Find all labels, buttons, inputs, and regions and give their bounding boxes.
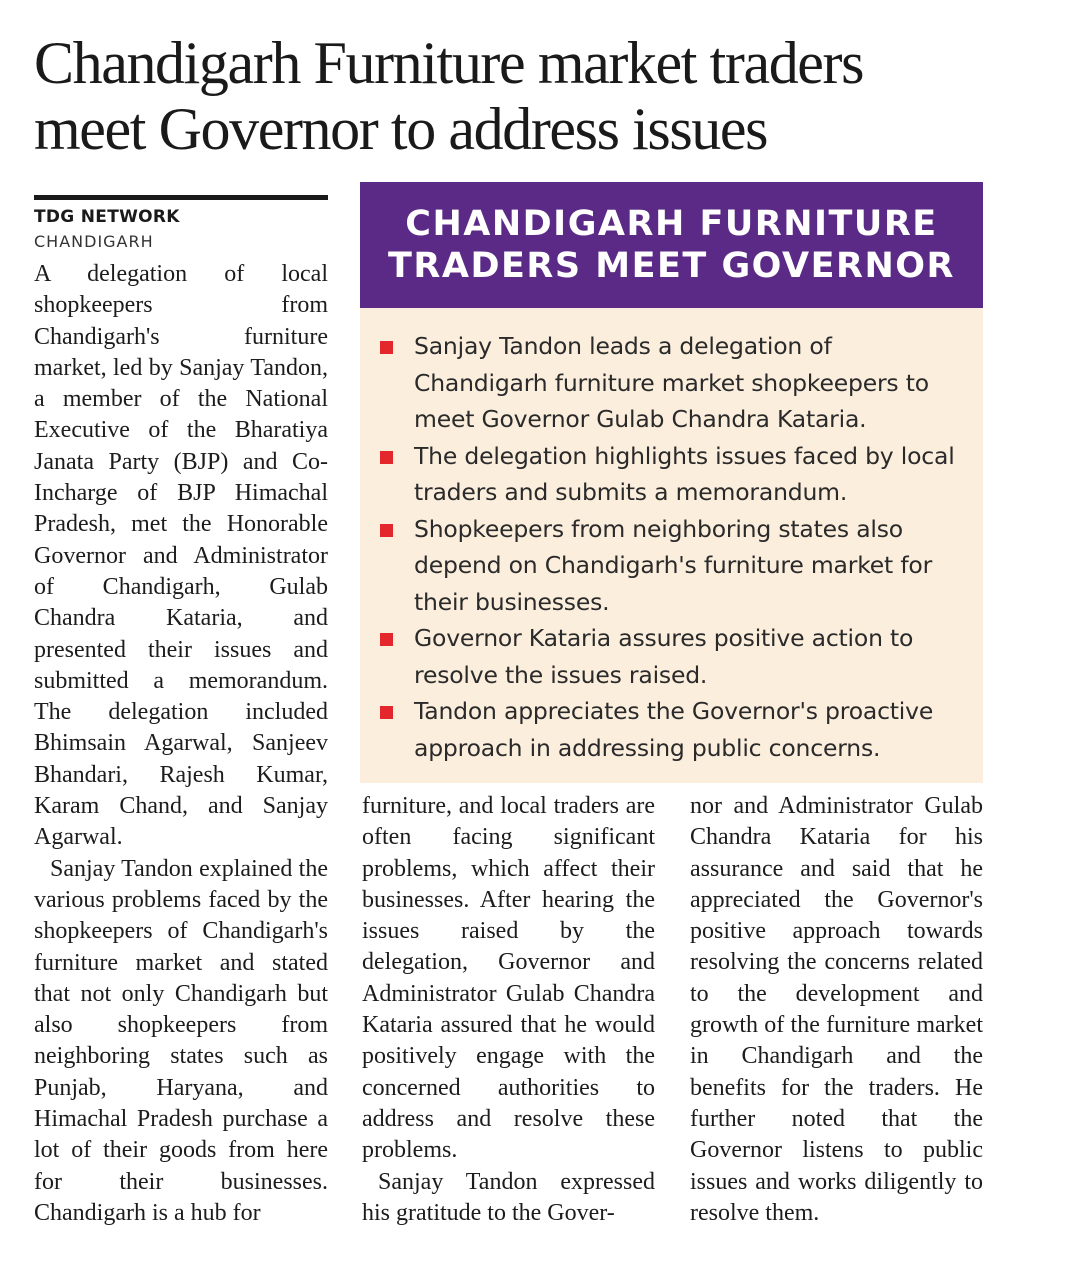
highlight-bullet-item (380, 438, 967, 511)
headline-line-2: meet Governor to address issues (34, 96, 768, 162)
red-square-bullet-icon (380, 706, 393, 719)
article-column-1 (34, 259, 328, 1229)
highlight-bullet-text: The delegation highlights issues faced by local traders and submits a memorandum. (414, 441, 955, 506)
highlight-bullet-item (380, 511, 967, 621)
red-square-bullet-icon (380, 633, 393, 646)
highlight-title-line-1: CHANDIGARH FURNITURE (405, 204, 938, 244)
article-column-3 (690, 791, 983, 1229)
highlight-bullet-text: Shopkeepers from neighboring states also depend on Chandigarh's furniture market for their businesses. (414, 514, 933, 616)
article-paragraph: Sanjay Tandon expressed his gratitude to the Gover- (362, 1168, 655, 1226)
highlight-bullet-item (380, 328, 967, 438)
byline-rule (34, 195, 328, 200)
highlight-bullet-item (380, 620, 967, 693)
headline (34, 30, 1054, 162)
article-column-2 (362, 791, 655, 1229)
highlight-title-line-2: TRADERS MEET GOVERNOR (388, 246, 955, 286)
article-paragraph: nor and Administrator Gulab Chandra Kataria for his assurance and said that he appreciated the Governor's positive approach towards resolving the concerns related to the development and growth of the furniture market in Chandigarh and the benefits for the traders. He further noted that the Governor listens to public issues and works diligently to resolve them. (690, 793, 983, 1226)
highlight-bullet-text: Sanjay Tandon leads a delegation of Chandigarh furniture market shopkeepers to meet Governor Gulab Chandra Kataria. (414, 332, 929, 433)
red-square-bullet-icon (380, 451, 393, 464)
red-square-bullet-icon (380, 341, 393, 354)
highlight-bullet-item (380, 693, 967, 766)
red-square-bullet-icon (380, 524, 393, 537)
highlight-bullet-text: Governor Kataria assures positive action to resolve the issues raised. (414, 624, 914, 689)
headline-line-1: Chandigarh Furniture market traders (34, 30, 864, 96)
article-paragraph: Sanjay Tandon explained the various problems faced by the shopkeepers of Chandigarh's furniture market and stated that not only Chandigarh but also shopkeepers from neighboring states such as Punjab, Haryana, and Himachal Pradesh purchase a lot of their goods from here for their businesses. Chandigarh is a hub for (34, 855, 328, 1226)
byline: TDG NETWORK (34, 207, 180, 227)
highlight-box-panel (360, 308, 983, 783)
highlight-box-title (360, 182, 983, 308)
highlight-bullet-list (360, 308, 983, 766)
dateline: CHANDIGARH (34, 232, 154, 251)
article-paragraph: furniture, and local traders are often facing significant problems, which affect their businesses. After hearing the issues raised by the delegation, Governor and Administrator Gulab Chandra Kataria assured that he would positively engage with the concerned authorities to address and resolve these problems. (362, 793, 655, 1164)
highlight-bullet-text: Tandon appreciates the Governor's proactive approach in addressing public concerns. (414, 697, 934, 762)
article-paragraph: A delegation of local shopkeepers from Chandigarh's furniture market, led by Sanjay Tandon, a member of the National Executive of the Bharatiya Janata Party (BJP) and Co-Incharge of BJP Himachal Pradesh, met the Honorable Governor and Administrator of Chandigarh, Gulab Chandra Kataria, and presented their issues and submitted a memorandum. The delegation included Bhimsain Agarwal, Sanjeev Bhandari, Rajesh Kumar, Karam Chand, and Sanjay Agarwal. (34, 261, 328, 851)
